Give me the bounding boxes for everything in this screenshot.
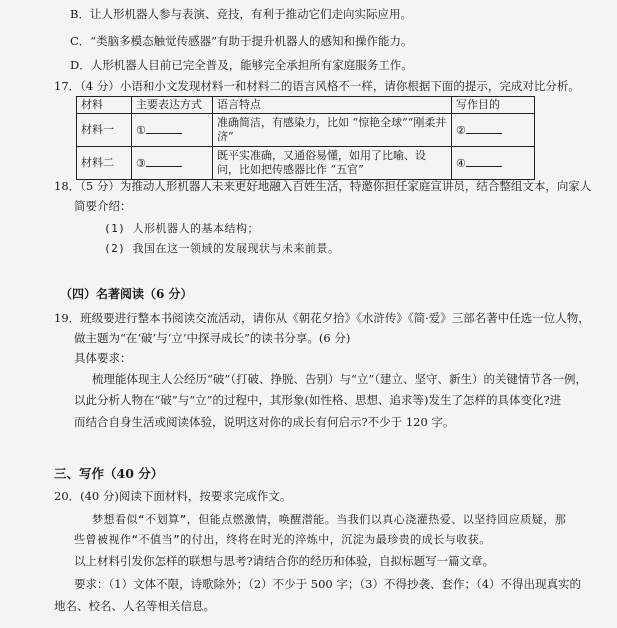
question-18-item-2: (2) 我国在这一领域的发展现状与未来前景。 <box>104 242 340 255</box>
comparison-table <box>76 96 535 180</box>
table-row <box>77 114 535 147</box>
essay-requirements-cont: 地名、校名、人名等相关信息。 <box>54 599 215 613</box>
question-19-requirement-line: 而结合自身生活或阅读体验，说明这对你的成长有何启示?不少于 120 字。 <box>74 415 455 429</box>
material-name: 材料二 <box>77 147 132 180</box>
table-header-cell: 写作目的 <box>452 97 535 114</box>
blank-number: ④ <box>456 157 466 170</box>
language-feature: 既平实准确，又通俗易懂，如用了比喻、设问，比如把传感器比作 “五官” <box>213 147 452 180</box>
question-19: 19．班级要进行整本书阅读交流活动，请你从《朝花夕拾》《水浒传》《简·爱》三部名著中任选一位人物， <box>54 311 590 325</box>
essay-requirements: 要求：（1）文体不限，诗歌除外；（2）不少于 500 字；（3）不得抄袭、套作；（4）不得出现真实的 <box>74 577 582 591</box>
essay-prompt: 以上材料引发你怎样的联想与思考?请结合你的经历和体验，自拟标题写一篇文章。 <box>74 554 495 568</box>
section-heading-reading: （四）名著阅读（6 分） <box>60 287 193 301</box>
option-c: C．“类脑多模态触觉传感器”有助于提升机器人的感知和操作能力。 <box>70 34 413 48</box>
question-20: 20．(40 分)阅读下面材料，按要求完成作文。 <box>54 489 292 503</box>
table-header-cell: 主要表达方式 <box>132 97 213 114</box>
essay-material-line: 梦想看似“不划算”，但能点燃激情，唤醒潜能。当我们以真心浇灌热爱、以坚持回应质疑，那 <box>92 513 567 526</box>
answer-blank-cell <box>452 114 535 147</box>
essay-material-line: 些曾被视作“不值当”的付出，终将在时光的淬炼中，沉淀为最珍贵的成长与收获。 <box>74 533 491 546</box>
question-18: 18．（5 分）为推动人形机器人未来更好地融入百姓生活，特邀你担任家庭宣讲员，结合整组文本，向家人 <box>54 179 592 193</box>
answer-blank-cell <box>452 147 535 180</box>
question-18-cont: 简要介绍： <box>74 199 132 213</box>
answer-blank[interactable] <box>146 122 182 134</box>
question-17: 17．（4 分）小语和小文发现材料一和材料二的语言风格不一样，请你根据下面的提示，完成对比分析。 <box>54 79 580 93</box>
language-feature: 准确简洁，有感染力，比如 “惊艳全球”“刚柔并济” <box>213 114 452 147</box>
answer-blank[interactable] <box>146 155 182 167</box>
blank-number: ③ <box>136 157 146 170</box>
question-18-item-1: (1) 人形机器人的基本结构； <box>104 222 259 235</box>
table-header-cell: 材料 <box>77 97 132 114</box>
question-19-requirement-line: 以此分析人物在“破”与“立”的过程中，其形象(如性格、思想、追求等)发生了怎样的具体变化?进 <box>74 393 562 407</box>
table-header-row <box>77 97 535 114</box>
answer-blank[interactable] <box>466 155 502 167</box>
answer-blank-cell <box>132 114 213 147</box>
answer-blank-cell <box>132 147 213 180</box>
blank-number: ② <box>456 124 466 137</box>
question-19-cont: 做主题为“在‘破’与‘立’中探寻成长”的读书分享。(6 分) <box>74 331 351 345</box>
question-19-requirements-label: 具体要求： <box>74 351 132 365</box>
option-b: B．让人形机器人参与表演、竞技，有利于推动它们走向实际应用。 <box>70 7 412 21</box>
section-heading-writing: 三、写作（40 分） <box>54 466 164 481</box>
question-19-requirement-line: 梳理能体现主人公经历“破”（打破、挣脱、告别）与“立”（建立、坚守、新生）的关键情节各一例， <box>92 372 588 386</box>
blank-number: ① <box>136 124 146 137</box>
table-header-cell: 语言特点 <box>213 97 452 114</box>
option-d: D．人形机器人目前已完全普及，能够完全承担所有家庭服务工作。 <box>70 58 413 72</box>
table-row <box>77 147 535 180</box>
answer-blank[interactable] <box>466 122 502 134</box>
material-name: 材料一 <box>77 114 132 147</box>
